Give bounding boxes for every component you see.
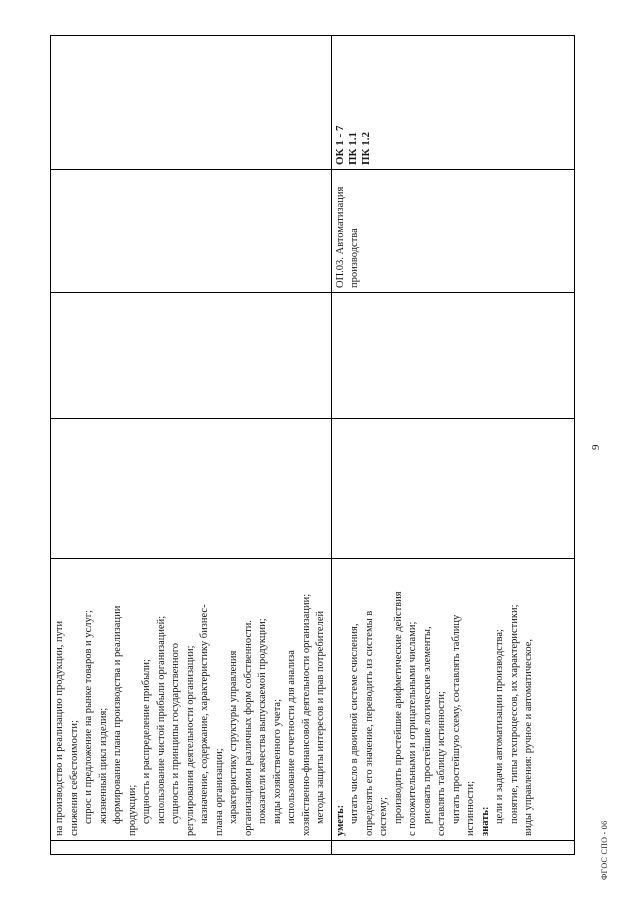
competencies-cell xyxy=(331,36,575,170)
text-line: на производство и реализацию продукции, пути xyxy=(54,620,65,836)
text-line: читать простейшую схему, составлять таблицу xyxy=(450,614,462,824)
competency-code: ОК 1 - 7 xyxy=(333,125,346,165)
text-line: виды хозяйственного учета; xyxy=(271,699,283,824)
hours-cell xyxy=(331,293,575,419)
hours-cell xyxy=(331,419,575,559)
text-line: продукции; xyxy=(126,784,138,836)
text-line: читать число в двоичной системе счисления, xyxy=(349,623,360,824)
text-line: спрос и предложение на рынке товаров и услуг; xyxy=(83,610,94,824)
text-line: истинности; xyxy=(465,780,476,836)
content-cell xyxy=(331,559,575,841)
footer-code: ФГОС СПО - 06 xyxy=(600,820,609,880)
text-line: хозяйственно-финансовой деятельности организации; xyxy=(300,593,312,836)
text-line: производить простейшие арифметические действия xyxy=(392,591,404,824)
content-lines xyxy=(334,563,537,836)
text-line: виды управления: ручное и автоматическое, xyxy=(523,639,534,836)
hours-cell xyxy=(51,419,332,559)
index-cell xyxy=(51,841,332,855)
table-row xyxy=(331,36,575,855)
text-line: цели и задачи автоматизации производства; xyxy=(494,629,505,824)
table-row xyxy=(51,36,332,855)
text-line: составлять таблицу истинности; xyxy=(436,691,447,836)
text-line: рисовать простейшие логические элементы, xyxy=(421,626,433,824)
discipline-name: ОП.03. Автоматизация производства xyxy=(334,186,360,288)
text-line: уметь: xyxy=(334,804,346,836)
text-line: использование отчетности для анализа xyxy=(286,650,297,824)
text-line: с положительными и отрицательными числами; xyxy=(407,621,418,836)
text-line: жизненный цикл изделия; xyxy=(97,707,109,824)
text-line: плана организации; xyxy=(213,748,225,836)
content-cell xyxy=(51,559,332,841)
text-line: регулирования деятельности организации; xyxy=(184,645,196,836)
rotated-page xyxy=(30,30,610,880)
text-line: сущность и принципы государственного xyxy=(170,642,181,824)
text-line: систему; xyxy=(378,797,389,836)
index-cell xyxy=(331,841,575,855)
discipline-cell xyxy=(331,170,575,293)
text-line: показатели качества выпускаемой продукции; xyxy=(257,618,268,824)
page-number: 9 xyxy=(590,444,602,450)
text-line: снижения себестоимости; xyxy=(68,720,80,836)
competencies-cell xyxy=(51,36,332,170)
text-line: организациями различных форм собственности. xyxy=(242,620,254,836)
competency-code: ПК 1.2 xyxy=(359,131,372,165)
text-line: использование чистой прибыли организацией; xyxy=(155,615,167,824)
text-line: знать: xyxy=(479,806,491,836)
text-line: назначение, содержание, характеристику бизнес- xyxy=(199,604,210,824)
content-lines xyxy=(53,563,329,836)
competency-code: ПК 1.1 xyxy=(346,131,359,165)
text-line: характеристику структуры управления xyxy=(228,650,239,824)
curriculum-table xyxy=(50,35,575,855)
text-line: формирование плана производства и реализации xyxy=(112,605,123,824)
discipline-cell xyxy=(51,170,332,293)
text-line: сущность и распределение прибыли; xyxy=(141,659,152,824)
text-line: понятие, типы техпроцессов, их характеристики; xyxy=(508,604,520,824)
text-line: методы защиты интересов и прав потребителей xyxy=(315,610,326,824)
hours-cell xyxy=(51,293,332,419)
text-line: определять его значение, переводить из системы в xyxy=(363,610,375,836)
